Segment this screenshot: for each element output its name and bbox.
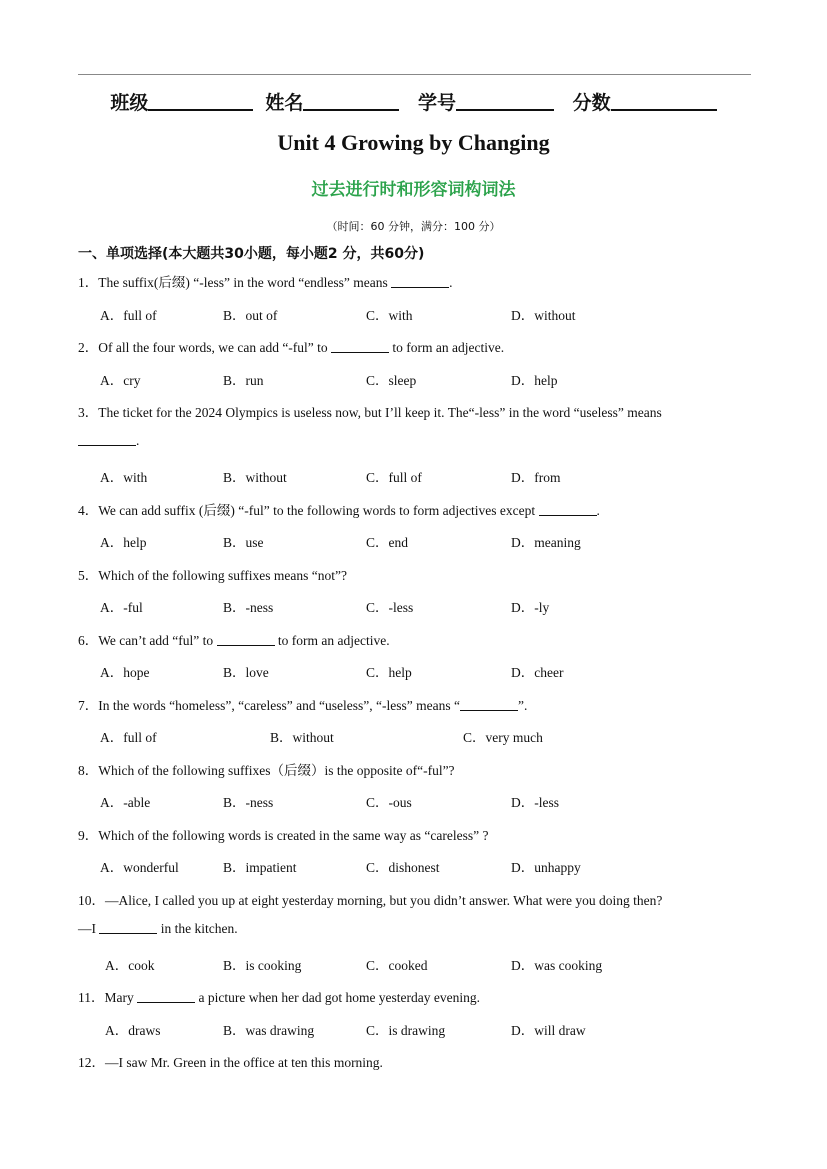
option-d[interactable]: D．cheer: [511, 665, 564, 680]
question-stem: 2．Of all the four words, we can add “-ful” to to form an adjective.: [78, 340, 505, 355]
option-c[interactable]: C．help: [366, 665, 412, 680]
option-b[interactable]: B．is cooking: [223, 958, 302, 973]
option-c[interactable]: C．-ous: [366, 795, 412, 810]
option-b[interactable]: B．was drawing: [223, 1023, 315, 1038]
option-a[interactable]: A．-ful: [100, 600, 143, 615]
option-b[interactable]: B．-ness: [223, 795, 274, 810]
option-d[interactable]: D．unhappy: [511, 860, 581, 875]
option-b[interactable]: B．-ness: [223, 600, 274, 615]
question-stem: 6．We can’t add “ful” to to form an adjective.: [78, 633, 390, 648]
question-stem: 5．Which of the following suffixes means “not”?: [78, 568, 347, 583]
option-c[interactable]: C．cooked: [366, 958, 428, 973]
section-heading: 一、单项选择(本大题共30小题，每小题2 分，共60分): [78, 246, 425, 262]
option-a[interactable]: A．with: [100, 470, 148, 485]
option-d[interactable]: D．will draw: [511, 1023, 586, 1038]
option-c[interactable]: C．with: [366, 308, 413, 323]
option-c[interactable]: C．-less: [366, 600, 414, 615]
question-stem: 8．Which of the following suffixes（后缀）is the opposite of“-ful”?: [78, 763, 455, 778]
option-d[interactable]: D．-ly: [511, 600, 550, 615]
name-blank[interactable]: [303, 91, 399, 111]
time-info: （时间：60 分钟，满分：100 分）: [326, 220, 501, 233]
option-a[interactable]: A．cook: [105, 958, 155, 973]
number-blank[interactable]: [456, 91, 554, 111]
question-stem: 10．—Alice, I called you up at eight yesterday morning, but you didn’t answer. What were you doing then?: [78, 893, 663, 908]
number-field: [418, 88, 554, 115]
question-stem: 4．We can add suffix (后缀) “-ful” to the following words to form adjectives except .: [78, 503, 600, 518]
class-blank[interactable]: [148, 91, 253, 111]
option-b[interactable]: B．use: [223, 535, 264, 550]
name-field: [265, 88, 399, 115]
option-c[interactable]: C．very much: [463, 730, 543, 745]
option-c[interactable]: C．is drawing: [366, 1023, 446, 1038]
option-b[interactable]: B．impatient: [223, 860, 297, 875]
question-stem: 12．—I saw Mr. Green in the office at ten this morning.: [78, 1055, 383, 1070]
option-c[interactable]: C．sleep: [366, 373, 417, 388]
option-b[interactable]: B．love: [223, 665, 269, 680]
option-c[interactable]: C．end: [366, 535, 408, 550]
option-a[interactable]: A．help: [100, 535, 147, 550]
option-a[interactable]: A．-able: [100, 795, 151, 810]
page-subtitle: 过去进行时和形容词构词法: [311, 180, 516, 200]
option-a[interactable]: A．wonderful: [100, 860, 179, 875]
option-a[interactable]: A．full of: [100, 730, 157, 745]
option-a[interactable]: A．full of: [100, 308, 157, 323]
page-title: Unit 4 Growing by Changing: [277, 130, 550, 155]
option-d[interactable]: D．from: [511, 470, 561, 485]
question-stem: 9．Which of the following words is created in the same way as “careless” ?: [78, 828, 489, 843]
option-c[interactable]: C．full of: [366, 470, 422, 485]
option-b[interactable]: B．out of: [223, 308, 278, 323]
option-d[interactable]: D．was cooking: [511, 958, 603, 973]
option-d[interactable]: D．meaning: [511, 535, 581, 550]
score-field: [573, 88, 717, 115]
class-field: [110, 88, 253, 115]
question-stem: 11．Mary a picture when her dad got home yesterday evening.: [78, 990, 481, 1005]
question-stem: 7．In the words “homeless”, “careless” and “useless”, “-less” means “ ”.: [78, 698, 528, 713]
question-stem-continued: —I in the kitchen.: [78, 921, 238, 936]
option-d[interactable]: D．-less: [511, 795, 559, 810]
option-b[interactable]: B．without: [223, 470, 287, 485]
number-label: 学号: [418, 92, 457, 114]
question-stem: 3．The ticket for the 2024 Olympics is useless now, but I’ll keep it. The“-less” in the word “useless” means: [78, 405, 662, 420]
option-c[interactable]: C．dishonest: [366, 860, 440, 875]
score-label: 分数: [572, 92, 611, 114]
class-label: 班级: [110, 92, 149, 114]
option-a[interactable]: A．hope: [100, 665, 150, 680]
option-d[interactable]: D．help: [511, 373, 558, 388]
question-stem: 1．The suffix(后缀) “-less” in the word “endless” means .: [78, 275, 453, 290]
option-b[interactable]: B．run: [223, 373, 264, 388]
score-blank[interactable]: [611, 91, 717, 111]
name-label: 姓名: [265, 92, 304, 114]
student-info-line: [0, 88, 827, 115]
question-stem-continued: .: [78, 433, 139, 449]
option-a[interactable]: A．cry: [100, 373, 141, 388]
option-a[interactable]: A．draws: [105, 1023, 161, 1038]
option-d[interactable]: D．without: [511, 308, 576, 323]
option-b[interactable]: B．without: [270, 730, 334, 745]
header-rule: [78, 74, 751, 75]
